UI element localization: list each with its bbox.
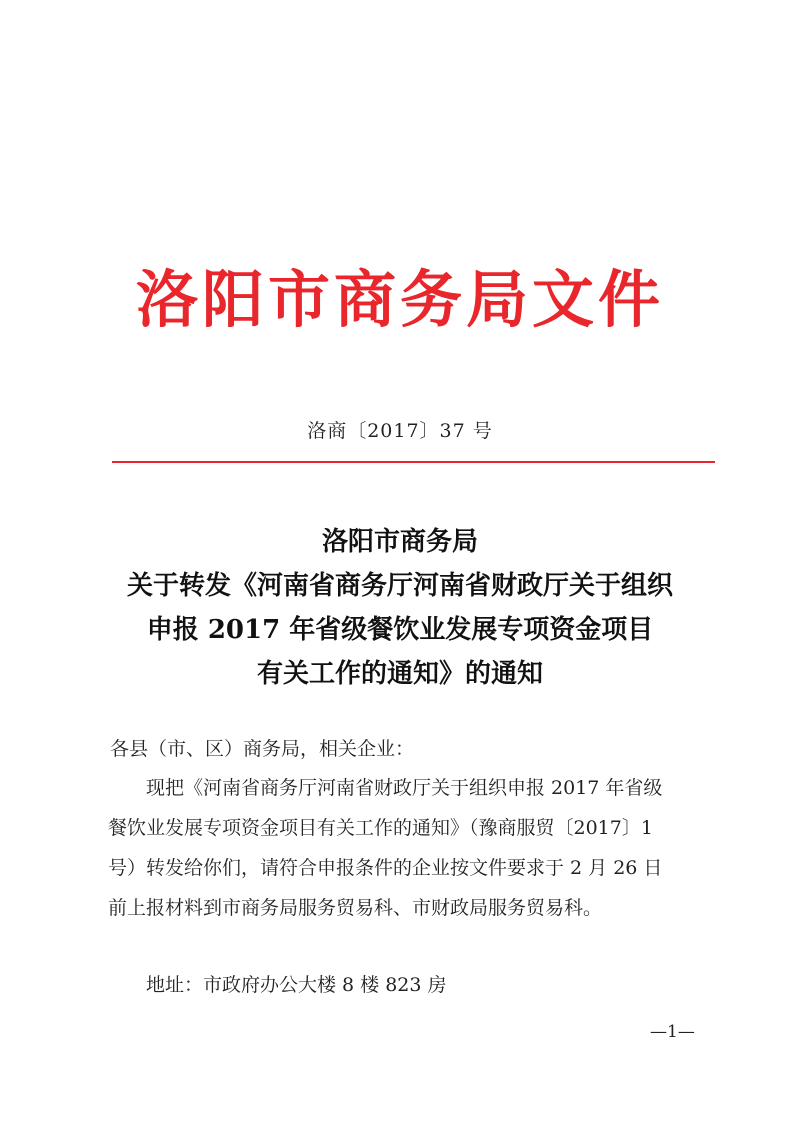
- document-number: 洛商〔2017〕37 号: [307, 420, 493, 442]
- red-divider-line: [112, 461, 715, 463]
- body-line: 现把《河南省商务厅河南省财政厅关于组织申报 2017 年省级: [108, 777, 663, 799]
- notice-title: [0, 520, 800, 696]
- address-line: 地址：市政府办公大楼 8 楼 823 房: [146, 974, 447, 996]
- salutation: 各县（市、区）商务局，相关企业：: [110, 738, 415, 760]
- title-line-4: 有关工作的通知》的通知: [256, 659, 543, 689]
- body-line: 前上报材料到市商务局服务贸易科、市财政局服务贸易科。: [108, 897, 603, 919]
- title-line-3: 申报 2017 年省级餐饮业发展专项资金项目: [146, 615, 654, 645]
- body-paragraph: [108, 768, 718, 928]
- page-number: —1—: [650, 1022, 695, 1042]
- title-line-1: 洛阳市商务局: [321, 527, 478, 557]
- body-line: 餐饮业发展专项资金项目有关工作的通知》（豫商服贸〔2017〕1: [108, 817, 653, 839]
- masthead-title: 洛阳市商务局文件: [135, 263, 664, 336]
- title-line-2: 关于转发《河南省商务厅河南省财政厅关于组织: [126, 571, 673, 601]
- body-line: 号）转发给你们，请符合申报条件的企业按文件要求于 2 月 26 日: [108, 857, 663, 879]
